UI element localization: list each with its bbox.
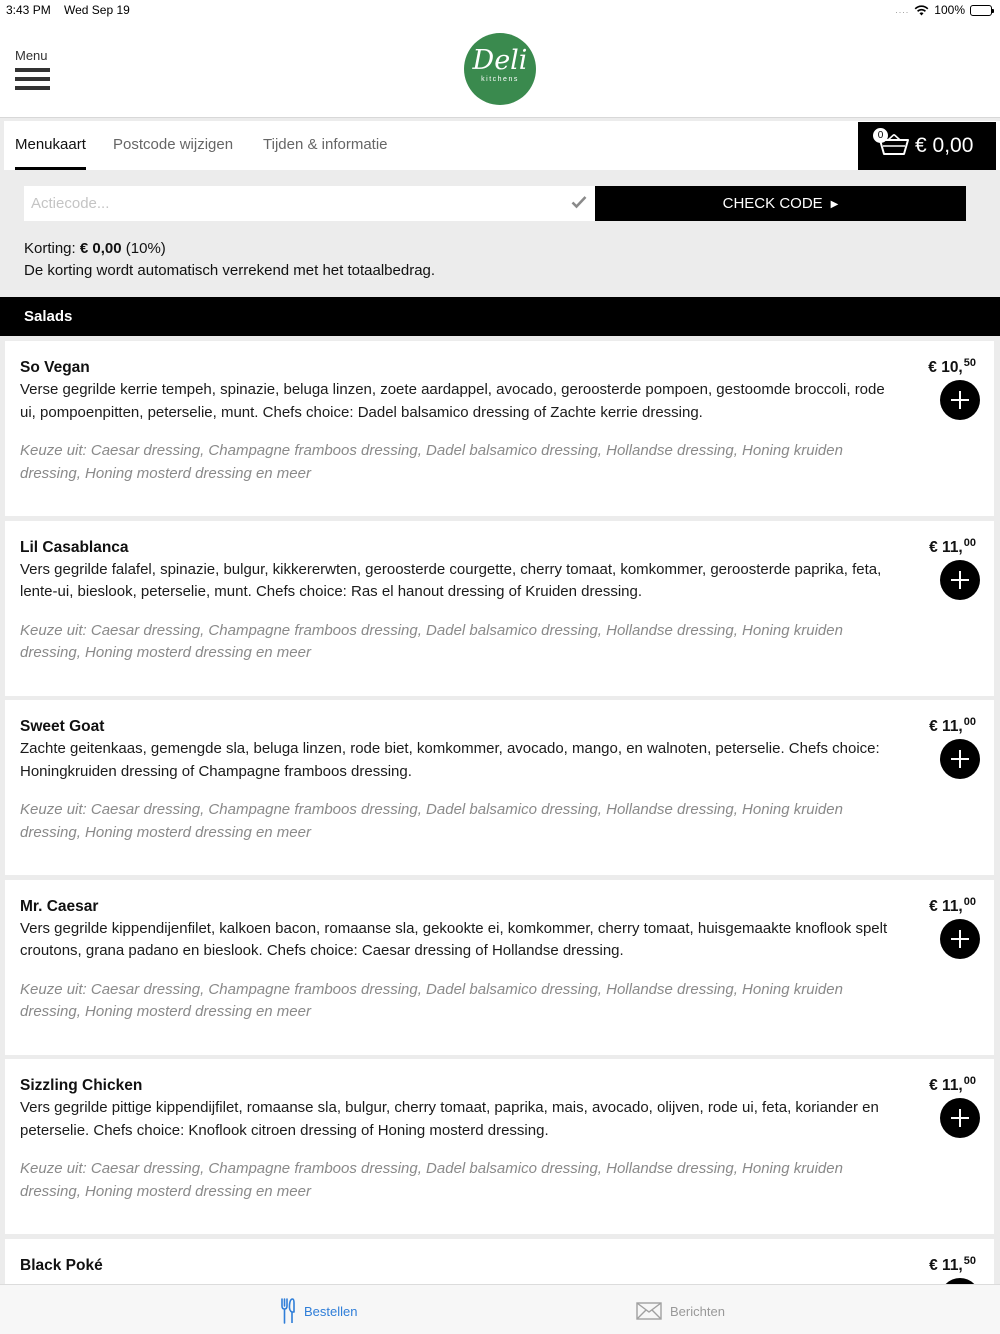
menu-item[interactable] <box>5 1059 994 1234</box>
item-description: Zachte geitenkaas, gemengde sla, beluga linzen, rode biet, komkommer, avocado, mango, en walnoten, peterselie. Chefs choice: Honingkruiden dressing of Champagne framboos dressing. <box>20 740 880 780</box>
discount-line <box>24 238 435 260</box>
checkmark-icon <box>571 195 587 209</box>
item-name: Black Poké <box>20 1256 103 1274</box>
item-name: Sizzling Chicken <box>20 1077 143 1095</box>
add-to-cart-button[interactable] <box>940 560 980 600</box>
price-cents: 00 <box>963 716 976 729</box>
logo-word: Deli <box>472 45 528 76</box>
logo-sub: kitchens <box>481 76 519 83</box>
item-price <box>929 537 976 557</box>
tab-menukaart-label: Menukaart <box>15 136 86 153</box>
price-cents: 00 <box>963 895 976 908</box>
promo-code-input[interactable] <box>24 186 595 221</box>
menu-label: Menu <box>15 48 48 63</box>
price-cents: 00 <box>963 536 976 549</box>
status-date: Wed Sep 19 <box>64 3 130 17</box>
hamburger-icon-bar <box>15 77 50 81</box>
top-tabs <box>4 121 1000 170</box>
envelope-icon <box>636 1302 662 1320</box>
fork-knife-icon <box>280 1298 296 1324</box>
price-main: € 11, <box>929 897 963 915</box>
status-bar <box>0 0 1000 20</box>
bestellen-label: Bestellen <box>304 1303 358 1319</box>
price-cents: 00 <box>963 1075 976 1088</box>
tab-postcode-wijzigen[interactable] <box>113 121 233 170</box>
item-options: Keuze uit: Caesar dressing, Champagne framboos dressing, Dadel balsamico dressing, Hollandse dressing, Honing kruiden dressing, Honing mosterd dressing en meer <box>20 621 843 662</box>
item-name: Mr. Caesar <box>20 897 99 915</box>
item-options: Keuze uit: Caesar dressing, Champagne framboos dressing, Dadel balsamico dressing, Hollandse dressing, Honing kruiden dressing, Honing mosterd dressing en meer <box>20 1160 843 1200</box>
menu-item[interactable] <box>5 521 994 696</box>
discount-note: De korting wordt automatisch verrekend met het totaalbedrag. <box>24 262 436 279</box>
item-description: Verse gegrilde kerrie tempeh, spinazie, beluga linzen, zoete aardappel, avocado, geroosterde pompoen, gestoomde broccoli, rode ui, pompoenpitten, peterselie, munt. Chefs choice: Dadel balsamico dressing of Zachte kerrie dressing. <box>20 381 885 421</box>
discount-percent: (10%) <box>125 240 166 257</box>
menu-item[interactable] <box>5 880 994 1055</box>
app-header <box>0 20 1000 118</box>
item-price <box>929 896 976 916</box>
hamburger-icon <box>15 68 50 72</box>
tab-tijden-informatie[interactable] <box>263 121 388 170</box>
item-name: Lil Casablanca <box>20 538 129 556</box>
item-price <box>929 1255 976 1275</box>
item-description: Vers gegrilde falafel, spinazie, bulgur, kikkererwten, geroosterde courgette, cherry tomaat, komkommer, geroosterde paprika, feta, lente-ui, bieslook, peterselie, munt. Chefs choice: Ras el hanout dressing of Kruiden dressing. <box>20 560 882 601</box>
cart-button[interactable] <box>858 122 996 170</box>
bottom-tab-berichten[interactable] <box>636 1297 725 1325</box>
bottom-tab-bar <box>0 1284 1000 1334</box>
status-time: 3:43 PM <box>6 3 51 17</box>
add-to-cart-button[interactable] <box>940 1098 980 1138</box>
item-name: So Vegan <box>20 359 90 376</box>
tab-menukaart[interactable] <box>15 121 86 170</box>
discount-info <box>24 238 435 282</box>
menu-item-list <box>5 341 994 1284</box>
menu-item[interactable] <box>5 1239 994 1284</box>
price-main: € 11, <box>929 1256 963 1274</box>
bottom-tab-bestellen[interactable] <box>280 1297 357 1325</box>
check-code-button[interactable] <box>595 186 966 221</box>
wifi-icon <box>914 5 929 16</box>
discount-amount: € 0,00 <box>79 240 122 257</box>
battery-percent: 100% <box>934 3 965 17</box>
item-price <box>928 357 976 377</box>
item-options: Keuze uit: Caesar dressing, Champagne framboos dressing, Dadel balsamico dressing, Hollandse dressing, Honing kruiden dressing, Honing mosterd dressing en meer <box>20 442 843 482</box>
status-right <box>895 3 992 17</box>
cart-total: € 0,00 <box>915 134 974 157</box>
item-options: Keuze uit: Caesar dressing, Champagne framboos dressing, Dadel balsamico dressing, Hollandse dressing, Honing kruiden dressing, Honing mosterd dressing en meer <box>20 801 843 841</box>
active-tab-indicator <box>15 167 86 170</box>
menu-item[interactable] <box>5 341 994 516</box>
add-to-cart-button[interactable] <box>940 739 980 779</box>
price-main: € 10, <box>928 359 963 376</box>
add-to-cart-button[interactable] <box>940 380 980 420</box>
signal-icon: .... <box>895 5 910 15</box>
menu-item[interactable] <box>5 700 994 875</box>
cart-count-badge: 0 <box>873 128 888 143</box>
play-arrow-icon: ▶ <box>830 199 839 210</box>
price-cents: 50 <box>963 357 976 369</box>
item-name: Sweet Goat <box>20 718 105 736</box>
price-main: € 11, <box>929 1077 963 1095</box>
menu-button[interactable] <box>15 48 55 96</box>
item-price <box>929 716 976 736</box>
price-main: € 11, <box>929 538 963 556</box>
item-price <box>929 1075 976 1095</box>
discount-label: Korting: <box>24 240 76 257</box>
price-main: € 11, <box>929 718 963 736</box>
item-description: Vers gegrilde kippendijenfilet, kalkoen bacon, romaanse sla, gekookte ei, komkommer, cherry tomaat, huisgemaakte knoflook spelt croutons, grana padano en bieslook. Chefs choice: Caesar dressing of Hollandse dressing. <box>20 919 888 960</box>
tab-tijden-label: Tijden & informatie <box>263 136 388 153</box>
tab-postcode-label: Postcode wijzigen <box>113 136 234 153</box>
price-cents: 50 <box>963 1254 976 1267</box>
category-header-salads: Salads <box>0 297 1000 336</box>
add-to-cart-button[interactable] <box>940 919 980 959</box>
check-code-label: CHECK CODE <box>722 195 823 212</box>
battery-icon <box>970 5 992 16</box>
berichten-label: Berichten <box>670 1303 725 1319</box>
deli-kitchens-logo[interactable] <box>464 33 536 105</box>
hamburger-icon-bar <box>15 86 50 90</box>
item-options: Keuze uit: Caesar dressing, Champagne framboos dressing, Dadel balsamico dressing, Hollandse dressing, Honing kruiden dressing, Honing mosterd dressing en meer <box>20 980 843 1021</box>
item-description: Vers gegrilde pittige kippendijfilet, romaanse sla, bulgur, cherry tomaat, paprika, mais, avocado, olijven, rode ui, feta, koriander en peterselie. Chefs choice: Knoflook citroen dressing of Honing mosterd dressing. <box>20 1099 879 1139</box>
